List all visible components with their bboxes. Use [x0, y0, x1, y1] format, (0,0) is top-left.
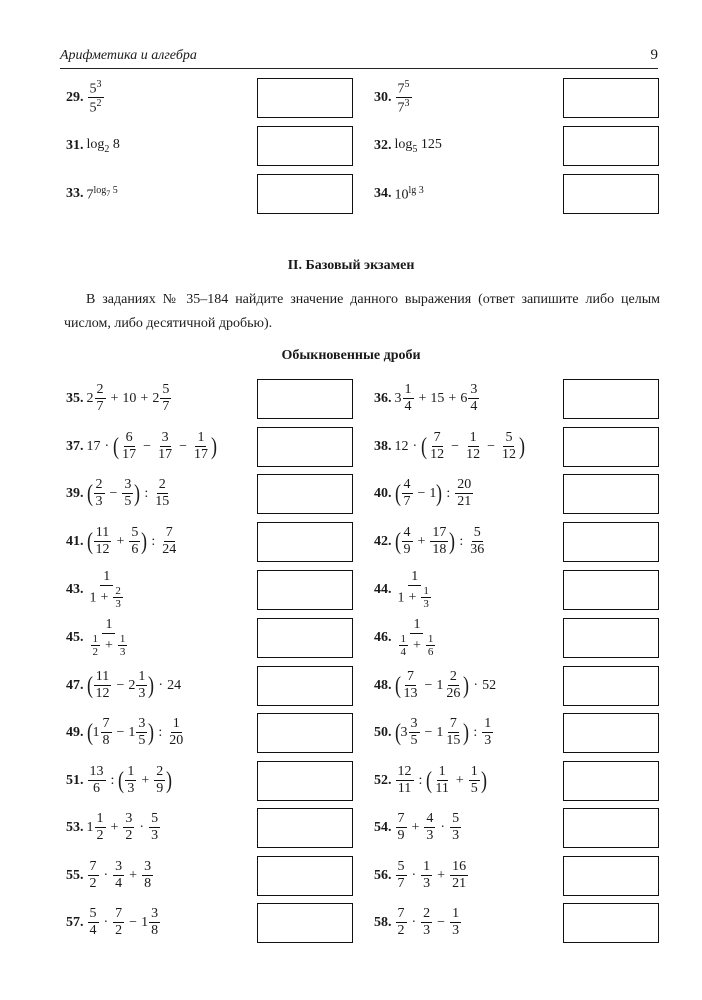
answer-box-46[interactable]: [563, 618, 659, 658]
problem-41: 41. ( $\frac{11}{12}$ + $\frac{5}{6}$ ) : $\frac{7}{24}$: [66, 525, 177, 558]
problem-32: 32. $\log_5 125$: [374, 137, 442, 155]
answer-box-37[interactable]: [257, 427, 353, 467]
header-title: Арифметика и алгебра: [60, 48, 197, 63]
answer-box-44[interactable]: [563, 570, 659, 610]
page-number: 9: [650, 47, 658, 63]
answer-box-51[interactable]: [257, 761, 353, 801]
problem-38: 38. 12 · ( $\frac{7}{12}$ − $\frac{1}{12}$ − $\frac{5}{12}$ ): [374, 430, 525, 463]
answer-box-35[interactable]: [257, 379, 353, 419]
answer-box-49[interactable]: [257, 713, 353, 753]
problem-56: 56. $\frac{5}{7}$ · $\frac{1}{3}$ + $\frac{16}{21}$: [374, 859, 467, 892]
problem-30: 30. $\frac{7^5}{7^3}$: [374, 78, 410, 116]
answer-box-33[interactable]: [257, 174, 353, 214]
answer-box-48[interactable]: [563, 666, 659, 706]
problem-50: 50. ( 3 $\frac{3}{5}$ − 1 $\frac{7}{15}$ ) : $\frac{1}{3}$: [374, 716, 492, 749]
problem-44: 44. 1 1 + $\frac{1}{3}$: [374, 568, 429, 611]
fraction: $\frac{7^5}{7^3}$: [397, 78, 410, 116]
answer-box-54[interactable]: [563, 808, 659, 848]
answer-box-55[interactable]: [257, 856, 353, 896]
answer-box-53[interactable]: [257, 808, 353, 848]
answer-box-30[interactable]: [563, 78, 659, 118]
answer-box-45[interactable]: [257, 618, 353, 658]
answer-box-50[interactable]: [563, 713, 659, 753]
answer-box-47[interactable]: [257, 666, 353, 706]
problem-47: 47. ( $\frac{11}{12}$ − 2 $\frac{1}{3}$ ) · 24: [66, 669, 182, 702]
answer-box-34[interactable]: [563, 174, 659, 214]
problem-36: 36. 3 $\frac{1}{4}$ + 15 + 6 $\frac{3}{4}$: [374, 382, 478, 415]
answer-box-57[interactable]: [257, 903, 353, 943]
problem-55: 55. $\frac{7}{2}$ · $\frac{3}{4}$ + $\frac{3}{8}$: [66, 859, 152, 892]
problem-46: 46. 1 $\frac{1}{4}$ + $\frac{1}{6}$: [374, 616, 434, 659]
answer-box-56[interactable]: [563, 856, 659, 896]
section-intro: В заданиях № 35–184 найдите значение данного выражения (ответ запишите либо целым числом, либо десятичной дробью).: [64, 292, 660, 331]
page-header: [60, 46, 658, 69]
problem-52: 52. $\frac{12}{11}$ : ( $\frac{1}{11}$ + $\frac{1}{5}$ ): [374, 764, 487, 797]
problem-57: 57. $\frac{5}{4}$ · $\frac{7}{2}$ − 1 $\frac{3}{8}$: [66, 906, 159, 939]
problem-31: 31. $\log_2 8$: [66, 137, 120, 155]
problem-45: 45. 1 $\frac{1}{2}$ + $\frac{1}{3}$: [66, 616, 126, 659]
answer-box-31[interactable]: [257, 126, 353, 166]
problem-42: 42. ( $\frac{4}{9}$ + $\frac{17}{18}$ ) : $\frac{5}{36}$: [374, 525, 485, 558]
problem-54: 54. $\frac{7}{9}$ + $\frac{4}{3}$ · $\frac{5}{3}$: [374, 811, 460, 844]
problem-49: 49. ( 1 $\frac{7}{8}$ − 1 $\frac{3}{5}$ ) : $\frac{1}{20}$: [66, 716, 184, 749]
problem-53: 53. 1 $\frac{1}{2}$ + $\frac{3}{2}$ · $\frac{5}{3}$: [66, 811, 159, 844]
problem-37: 37. 17 · ( $\frac{6}{17}$ − $\frac{3}{17}$ − $\frac{1}{17}$ ): [66, 430, 217, 463]
problem-34: 34. $10^{lg 3}$: [374, 184, 424, 203]
problem-48: 48. ( $\frac{7}{13}$ − 1 $\frac{2}{26}$ ) · 52: [374, 669, 497, 702]
answer-box-38[interactable]: [563, 427, 659, 467]
subsection-title: Обыкновенные дроби: [281, 348, 421, 363]
problem-29: 29. $\frac{5^3}{5^2}$: [66, 78, 102, 116]
problem-40: 40. ( $\frac{4}{7}$ − 1 ) : $\frac{20}{21}$: [374, 477, 472, 510]
answer-box-32[interactable]: [563, 126, 659, 166]
problem-51: 51. $\frac{13}{6}$ : ( $\frac{1}{3}$ + $\frac{2}{9}$ ): [66, 764, 173, 797]
answer-box-29[interactable]: [257, 78, 353, 118]
answer-box-52[interactable]: [563, 761, 659, 801]
answer-box-36[interactable]: [563, 379, 659, 419]
fraction: $\frac{5^3}{5^2}$: [89, 78, 102, 116]
answer-box-41[interactable]: [257, 522, 353, 562]
answer-box-40[interactable]: [563, 474, 659, 514]
problem-58: 58. $\frac{7}{2}$ · $\frac{2}{3}$ − $\frac{1}{3}$: [374, 906, 460, 939]
answer-box-58[interactable]: [563, 903, 659, 943]
problem-33: 33. $7^{log_7 5}$: [66, 184, 118, 203]
problem-35: 35. 2 $\frac{2}{7}$ + 10 + 2 $\frac{5}{7}$: [66, 382, 170, 415]
answer-box-43[interactable]: [257, 570, 353, 610]
answer-box-42[interactable]: [563, 522, 659, 562]
problem-39: 39. ( $\frac{2}{3}$ − $\frac{3}{5}$ ) : $\frac{2}{15}$: [66, 477, 170, 510]
problem-43: 43. 1 1 + $\frac{2}{3}$: [66, 568, 121, 611]
section-title: II. Базовый экзамен: [287, 258, 415, 273]
answer-box-39[interactable]: [257, 474, 353, 514]
